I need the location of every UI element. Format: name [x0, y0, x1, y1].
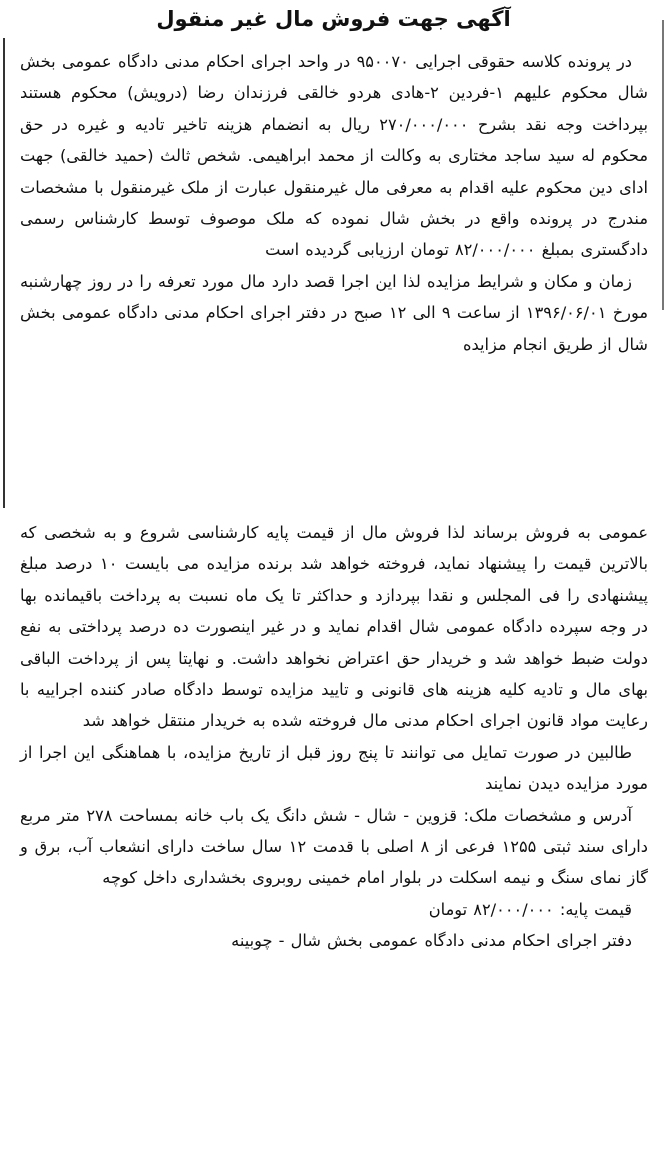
column-border-right — [662, 20, 664, 310]
property-address-paragraph: آدرس و مشخصات ملک: قزوین - شال - شش دانگ یک باب خانه بمساحت ۲۷۸ متر مربع دارای سند ثبتی ۱۲۵۵ فرعی از ۸ اصلی با قدمت ۱۲ سال ساخت دارای انشعاب آب، برق و گاز نمای سنگ و نیمه اسکلت در بلوار امام خمینی روبروی بخشداری داخل کوچه — [20, 805, 649, 888]
auction-terms-paragraph: عمومی به فروش برساند لذا فروش مال از قیمت پایه کارشناسی شروع و به شخصی که بالاترین قیمت را پیشنهاد نماید، فروخته خواهد شد برنده مزایده می بایست ۱۰ درصد مبلغ پیشنهادی را فی المجلس و نقدا بپردازد و حداکثر تا یک ماه نسبت به پرداخت باقیمانده بها در وجه سپرده دادگاه عمومی شال اقدام نماید و در غیر اینصورت ده درصد پرداختی به نفع دولت ضبط خواهد شد و خریدار حق اعتراض نخواهد داشت. و نهایتا پس از پرداخت الباقی بهای مال و تادیه کلیه هزینه های قانونی و تایید مزایده توسط دادگاه صادر کننده اجراییه با رعایت مواد قانون اجرای احکام مدنی مال فروخته شده به خریدار منتقل خواهد شد — [20, 523, 648, 731]
auction-time-paragraph: زمان و مکان و شرایط مزایده لذا این اجرا قصد دارد مال مورد تعرفه را در روز چهارشنبه مورخ ۱۳۹۶/۰۶/۰۱ از ساعت ۹ الی ۱۲ صبح در دفتر اجرای احکام مدنی دادگاه عمومی بخش شال از طریق انجام مزایده — [20, 271, 648, 354]
notice-body-bottom — [20, 517, 648, 957]
notice-title: آگهی جهت فروش مال غیر منقول — [156, 7, 511, 31]
column-border-left — [3, 38, 5, 508]
base-price-paragraph: قیمت پایه: ۸۲/۰۰۰/۰۰۰ تومان — [428, 899, 632, 919]
signature-line: دفتر اجرای احکام مدنی دادگاه عمومی بخش شال - چوبینه — [231, 931, 632, 951]
notice-body-top — [20, 46, 648, 360]
case-details-paragraph: در پرونده کلاسه حقوقی اجرایی ۹۵۰۰۷۰ در واحد اجرای احکام مدنی دادگاه عمومی بخش شال محکوم علیهم ۱-فردین ۲-هادی هردو خالقی فرزندان رضا (درویش) محکوم هستند بپرداخت وجه نقد بشرح ۲۷۰/۰۰۰/۰۰۰ ریال به انضمام هزینه تاخیر تادیه و غیره در حق محکوم له سید ساجد مختاری به وکالت از محمد ابراهیمی. شخص ثالث (حمید خالقی) جهت ادای دین محکوم علیه اقدام به معرفی مال غیرمنقول عبارت از ملک غیرمنقول با مشخصات مندرج در پرونده واقع در بخش شال نموده که ملک موصوف توسط کارشناس رسمی دادگستری بمبلغ ۸۲/۰۰۰/۰۰۰ تومان ارزیابی گردیده است — [20, 52, 648, 260]
viewing-paragraph: طالبین در صورت تمایل می توانند تا پنج روز قبل از تاریخ مزایده، با هماهنگی این اجرا از مورد مزایده دیدن نمایند — [20, 742, 648, 794]
